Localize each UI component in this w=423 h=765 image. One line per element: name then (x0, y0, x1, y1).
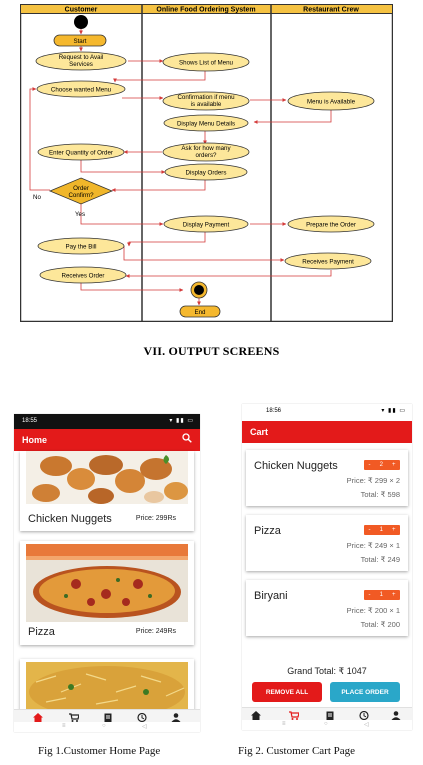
nav-profile[interactable] (164, 713, 188, 722)
food-name: Pizza (28, 626, 55, 638)
node-receives-order: Receives Order (61, 272, 105, 280)
history-icon (359, 711, 369, 720)
decrement-button[interactable]: - (368, 462, 371, 468)
nav-cart[interactable] (62, 713, 86, 722)
node-display-payment: Display Payment (182, 221, 230, 229)
food-price: Price: 299Rs (135, 515, 176, 522)
decision-label-1: Order (73, 185, 89, 192)
home-circle-icon[interactable]: ○ (324, 721, 328, 727)
page-title: Cart (250, 427, 269, 437)
cart-icon (69, 713, 79, 722)
decision-no-label: No (33, 194, 41, 201)
home-circle-icon[interactable]: ○ (102, 723, 106, 729)
nav-profile[interactable] (384, 711, 408, 720)
food-card[interactable] (20, 541, 194, 645)
status-icons: ▾ ▮▮ ▭ (381, 408, 406, 414)
home-screen (14, 414, 200, 732)
app-bar (14, 429, 200, 451)
final-node (194, 285, 204, 295)
activity-diagram (20, 4, 393, 322)
app-bar (242, 421, 412, 443)
cart-item-total: Total: ₹ 598 (360, 490, 400, 499)
quantity-value: 2 (379, 462, 383, 468)
biryani-image (26, 662, 188, 714)
node-confirm-menu-1: Confirmation if menu (177, 94, 235, 101)
home-icon (33, 713, 43, 722)
food-card[interactable] (20, 451, 194, 531)
node-shows-menu: Shows List of Menu (179, 59, 233, 67)
increment-button[interactable]: + (391, 592, 396, 598)
nav-orders[interactable] (96, 713, 120, 722)
profile-icon (171, 713, 181, 722)
nav-history[interactable] (130, 713, 154, 722)
cart-item-name: Pizza (254, 525, 281, 537)
end-label: End (194, 309, 206, 316)
cart-screen (242, 404, 412, 730)
node-choose-menu: Choose wanted Menu (50, 86, 112, 94)
node-confirm-menu-2: is available (190, 101, 222, 108)
cart-item-price: Price: ₹ 200 × 1 (346, 606, 400, 615)
food-name: Chicken Nuggets (28, 513, 112, 525)
menu-icon[interactable]: ≡ (282, 721, 286, 727)
decision-label-2: Confirm? (68, 192, 94, 199)
cart-item-price: Price: ₹ 299 × 2 (346, 476, 400, 485)
search-icon[interactable] (182, 433, 192, 443)
status-time: 18:56 (266, 408, 282, 414)
cart-item-total: Total: ₹ 249 (360, 555, 400, 564)
quantity-value: 1 (379, 592, 383, 598)
node-prepare-order: Prepare the Order (306, 221, 356, 229)
cart-icon (289, 711, 299, 720)
quantity-stepper[interactable] (364, 460, 400, 470)
history-icon (137, 713, 147, 722)
orders-icon (103, 713, 113, 722)
status-bar (14, 414, 200, 429)
orders-icon (325, 711, 335, 720)
pizza-image (26, 544, 188, 622)
node-enter-quantity: Enter Quantity of Order (49, 149, 113, 157)
node-receives-payment: Receives Payment (302, 258, 354, 266)
node-request-2: Services (69, 61, 93, 68)
increment-button[interactable]: + (391, 462, 396, 468)
decrement-button[interactable]: - (368, 592, 371, 598)
place-order-button[interactable]: PLACE ORDER (330, 682, 400, 702)
remove-all-button[interactable]: REMOVE ALL (252, 682, 322, 702)
cart-item-total: Total: ₹ 200 (360, 620, 400, 629)
back-icon[interactable]: ◁ (142, 724, 147, 730)
cart-item-price: Price: ₹ 249 × 1 (346, 541, 400, 550)
decrement-button[interactable]: - (368, 527, 371, 533)
node-pay-bill: Pay the Bill (65, 243, 97, 251)
node-request-1: Request to Avail (58, 54, 104, 61)
status-bar (242, 404, 412, 419)
nav-home[interactable] (244, 711, 268, 720)
initial-node (74, 15, 88, 29)
node-display-details: Display Menu Details (176, 120, 236, 128)
lane-title-crew: Restaurant Crew (303, 6, 359, 14)
quantity-stepper[interactable] (364, 525, 400, 535)
page-title: Home (22, 435, 48, 445)
home-icon (251, 711, 261, 720)
grand-total: Grand Total: ₹ 1047 (287, 666, 367, 676)
profile-icon (391, 711, 401, 720)
nav-history[interactable] (352, 711, 376, 720)
section-heading: VII. OUTPUT SCREENS (143, 344, 280, 358)
back-icon[interactable]: ◁ (364, 722, 369, 728)
status-icons: ▾ ▮▮ ▭ (169, 418, 194, 424)
system-nav-bar (14, 722, 200, 732)
cart-item-name: Biryani (254, 590, 288, 602)
quantity-stepper[interactable] (364, 590, 400, 600)
status-time: 18:55 (22, 418, 38, 424)
cart-item-name: Chicken Nuggets (254, 460, 338, 472)
cart-item (246, 515, 408, 571)
increment-button[interactable]: + (391, 527, 396, 533)
lane-title-customer: Customer (64, 6, 98, 14)
menu-icon[interactable]: ≡ (62, 723, 66, 729)
nav-orders[interactable] (318, 711, 342, 720)
lane-title-system: Online Food Ordering System (156, 6, 256, 14)
food-price: Price: 249Rs (135, 628, 176, 635)
cart-item (246, 450, 408, 506)
decision-yes-label: Yes (75, 211, 86, 218)
chicken-nuggets-image (26, 451, 188, 504)
figure-caption-1: Fig 1.Customer Home Page (38, 745, 161, 757)
start-label: Start (73, 38, 87, 45)
figure-caption-2: Fig 2. Customer Cart Page (238, 745, 356, 757)
node-display-orders: Display Orders (185, 169, 227, 177)
cart-item (246, 580, 408, 636)
node-ask-quantity-2: orders? (195, 152, 217, 159)
system-nav-bar (242, 720, 412, 730)
node-ask-quantity-1: Ask for how many (181, 145, 231, 152)
quantity-value: 1 (379, 527, 383, 533)
node-menu-available: Menu is Available (306, 98, 356, 106)
